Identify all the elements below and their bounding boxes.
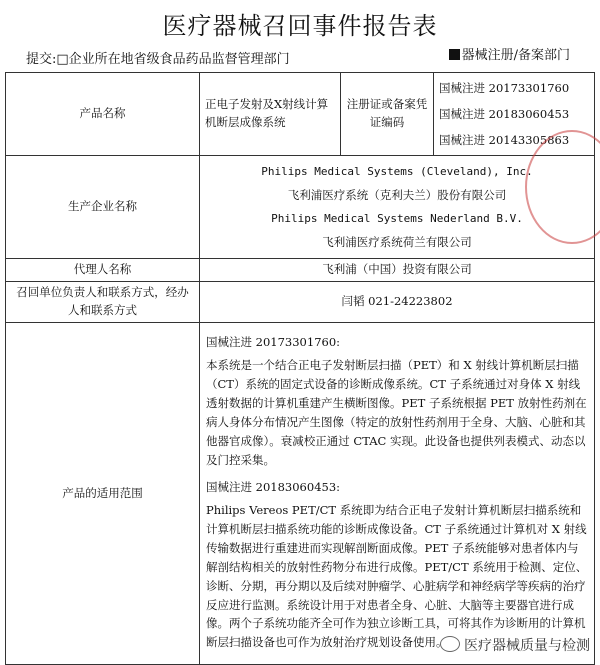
contact-label: 召回单位负责人和联系方式，经办人和联系方式 xyxy=(6,282,200,323)
row-scope xyxy=(6,322,595,665)
row-agent xyxy=(6,259,595,282)
scope-section-body: Philips Vereos PET/CT 系统即为结合正电子发射计算机断层扫描系统和计算机断层扫描系统功能的诊断成像设备。CT 子系统通过计算机对 X 射线传输数据进行重建进而实现解剖断面成像。PET 子系统能够对患者体内与解剖结构相关的放射性药物分布进行成像。PET/CT 系统用于检测、定位、诊断、分期，再分期以及后续对肿瘤学、心脏病学和神经病学等疾病的治疗反应进行监测。系统设计用于对患者全身、心脏、大脑等主要器官进行成像。两个子系统功能齐全可作为独立诊断工具，可将其作为诊断用的计算机断层扫描设备也可作为放射治疗规划设备使用。 xyxy=(206,502,588,650)
product-name-label: 产品名称 xyxy=(6,73,200,156)
row-product-name xyxy=(6,73,595,156)
manufacturer-line: Philips Medical Systems Nederland B.V. xyxy=(271,212,523,226)
dept-label xyxy=(449,44,570,63)
scope-section-head: 国械注进 20183060453: xyxy=(206,479,341,494)
page-title: 医疗器械召回事件报告表 xyxy=(162,12,438,40)
cert-item: 国械注进 20173301760 xyxy=(439,81,570,95)
scope-section-head: 国械注进 20173301760: xyxy=(206,334,341,349)
watermark-text: 医疗器械质量与检测 xyxy=(464,638,590,654)
cert-list xyxy=(434,73,595,156)
contact-value: 闫韬 021-24223802 xyxy=(200,282,595,323)
wechat-logo-icon xyxy=(440,636,460,652)
submit-to-line: 提交:□企业所在地省级食品药品监督管理部门 xyxy=(26,52,290,67)
manufacturer-line: 飞利浦医疗系统荷兰有限公司 xyxy=(322,235,472,250)
filled-checkbox-icon xyxy=(449,49,460,60)
scope-section-body: 本系统是一个结合正电子发射断层扫描（PET）和 X 射线计算机断层扫描（CT）系统的固定式设备的诊断成像系统。CT 子系统通过对身体 X 射线透射数据的计算机重建产生横断图像。PET 子系统根据 PET 放射性药剂在病人身体分布情况产生图像（特定的放射性药剂用于全身、大脑、心脏和其他器官成像）。衰减校正通过 CTAC 实现。此设备也提供列表模式、动态以及门控采集。 xyxy=(206,357,587,467)
recall-report-table xyxy=(5,72,595,665)
agent-label: 代理人名称 xyxy=(6,259,200,282)
manufacturer-label: 生产企业名称 xyxy=(6,156,200,259)
manufacturer-line: 飞利浦医疗系统（克利夫兰）股份有限公司 xyxy=(287,188,507,203)
scope-label: 产品的适用范围 xyxy=(6,322,200,665)
row-manufacturer xyxy=(6,156,595,259)
product-name-value: 正电子发射及X射线计算机断层成像系统 xyxy=(200,73,341,156)
row-contact xyxy=(6,282,595,323)
cert-item: 国械注进 20143305863 xyxy=(439,133,570,147)
watermark xyxy=(440,635,590,655)
cert-item: 国械注进 20183060453 xyxy=(439,107,570,121)
scope-value xyxy=(200,322,595,665)
manufacturer-value xyxy=(200,156,595,259)
agent-value: 飞利浦（中国）投资有限公司 xyxy=(200,259,595,282)
cert-label: 注册证或备案凭证编码 xyxy=(341,73,434,156)
dept-text: 器械注册/备案部门 xyxy=(461,48,570,63)
manufacturer-line: Philips Medical Systems (Cleveland), Inc. xyxy=(261,165,533,178)
